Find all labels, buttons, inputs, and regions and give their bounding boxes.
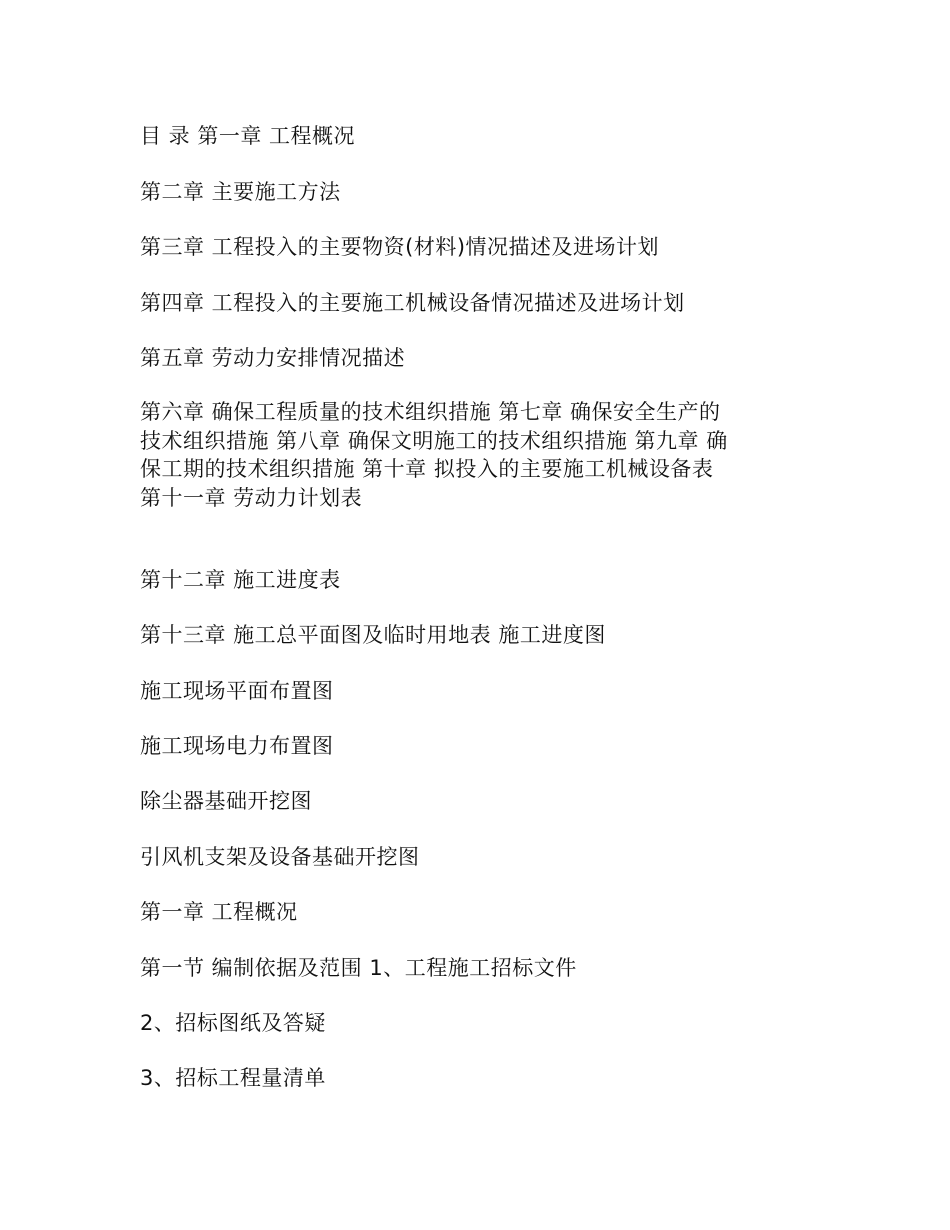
toc-paragraph-line: 第十一章 劳动力计划表 — [140, 485, 363, 510]
chapter-heading: 第一章 工程概况 — [140, 900, 298, 924]
toc-paragraph-line: 技术组织措施 第八章 确保文明施工的技术组织措施 第九章 确 — [140, 428, 728, 453]
toc-line-dust-collector: 除尘器基础开挖图 — [140, 789, 312, 813]
toc-line-chapter-13: 第十三章 施工总平面图及临时用地表 施工进度图 — [140, 623, 606, 647]
toc-line-chapter-4: 第四章 工程投入的主要施工机械设备情况描述及进场计划 — [140, 291, 685, 315]
toc-paragraph-chapters-6-11 — [140, 398, 820, 512]
toc-line-chapter-2: 第二章 主要施工方法 — [140, 180, 341, 204]
toc-line-fan-foundation: 引风机支架及设备基础开挖图 — [140, 845, 420, 869]
list-item: 3、招标工程量清单 — [140, 1066, 326, 1090]
toc-line-power-layout: 施工现场电力布置图 — [140, 734, 334, 758]
toc-line-chapter-5: 第五章 劳动力安排情况描述 — [140, 346, 406, 370]
list-item: 2、招标图纸及答疑 — [140, 1011, 326, 1035]
toc-line-site-layout: 施工现场平面布置图 — [140, 679, 334, 703]
toc-paragraph-line: 第六章 确保工程质量的技术组织措施 第七章 确保安全生产的 — [140, 400, 721, 424]
section-line: 第一节 编制依据及范围 1、工程施工招标文件 — [140, 956, 577, 980]
toc-line-contents-chapter-1: 目 录 第一章 工程概况 — [140, 124, 356, 148]
toc-paragraph-line: 保工期的技术组织措施 第十章 拟投入的主要施工机械设备表 — [140, 457, 714, 481]
toc-line-chapter-12: 第十二章 施工进度表 — [140, 568, 341, 592]
toc-line-chapter-3: 第三章 工程投入的主要物资(材料)情况描述及进场计划 — [140, 235, 660, 259]
